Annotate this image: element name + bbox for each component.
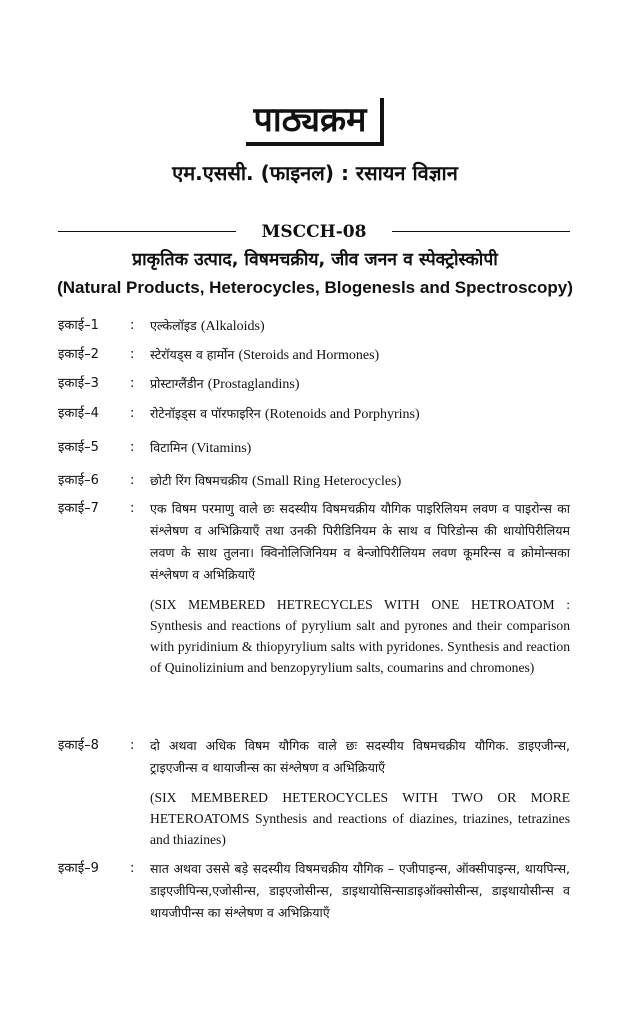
unit-separator: : — [130, 347, 135, 362]
unit-label: इकाई–8 — [58, 738, 99, 753]
unit-title-hindi: स्टेरॉयड्स व हार्मोन — [150, 347, 235, 362]
unit-description-hindi: एक विषम परमाणु वाले छः सदस्यीय विषमचक्रीय यौगिक पाइरिलियम लवण व पाइरोन्स का संश्लेषण व अभिक्रियाएँ तथा उनकी पिरीडिनियम के साथ व पिरिडोन्स की थायोपिरीलियम लवण के साथ तुलना। क्विनोलिजिनियम व बेन्जोपिरीलियम लवण कूमरिन्स व क्रोमोन्सका संश्लेषण व अभिक्रियाएँ — [150, 501, 570, 582]
unit-title-english: (Prostaglandins) — [207, 377, 300, 392]
unit-description-english: (SIX MEMBERED HETEROCYCLES WITH TWO OR MORE HETEROATOMS Synthesis and reactions of diazines, triazines, tetrazines and thiazines) — [150, 790, 570, 847]
divider-right — [392, 231, 570, 232]
page-title: पाठ्यक्रम — [246, 98, 385, 146]
unit-separator: : — [130, 406, 135, 421]
unit-separator: : — [130, 738, 135, 753]
unit-label: इकाई–3 — [58, 376, 99, 391]
unit-title-hindi: छोटी रिंग विषमचक्रीय — [150, 473, 248, 488]
unit-label: इकाई–5 — [58, 440, 99, 455]
unit-title-hindi: रोटेनॉइड्स व पॉरफाइरिन — [150, 406, 261, 421]
unit-description-hindi: दो अथवा अधिक विषम यौगिक वाले छः सदस्यीय विषमचक्रीय यौगिक. डाइएजीन्स, ट्राइएजीन्स व थायाजीन्स का संश्लेषण व अभिक्रियाएँ — [150, 738, 570, 775]
unit-label: इकाई–2 — [58, 347, 99, 362]
title-area — [0, 98, 630, 146]
unit-title-english: (Small Ring Heterocycles) — [251, 474, 402, 489]
unit-title-hindi: प्रोस्टाग्लैंडीन — [150, 376, 204, 391]
unit-description-hindi: सात अथवा उससे बड़े सदस्यीय विषमचक्रीय यौगिक – एजीपाइन्स, ऑक्सीपाइन्स, थायपिन्स, डाइएजीपिन्स,एजोसीन्स, डाइएजोसीन्स, डाइथायोसिन्साडाइऑक्सोसीन्स, डाइथायोसीन्स व थायजीपीन्स का संश्लेषण व अभिक्रियाएँ — [150, 861, 570, 920]
unit-label: इकाई–4 — [58, 406, 99, 421]
course-code: MSCCH-08 — [261, 222, 367, 242]
divider-left — [58, 231, 236, 232]
course-title-english: (Natural Products, Heterocycles, Blogenesls and Spectroscopy) — [57, 278, 573, 297]
course-code-row — [58, 220, 570, 244]
unit-title-english: (Alkaloids) — [200, 319, 265, 334]
unit-label: इकाई–9 — [58, 861, 99, 876]
unit-label: इकाई–7 — [58, 501, 99, 516]
unit-separator: : — [130, 376, 135, 391]
unit-title-english: (Rotenoids and Porphyrins) — [264, 407, 420, 422]
course-title-hindi: प्राकृतिक उत्पाद, विषमचक्रीय, जीव जनन व स्पेक्ट्रोस्कोपी — [132, 250, 498, 270]
unit-separator: : — [130, 861, 135, 876]
unit-title-hindi: एल्केलॉइड — [150, 318, 197, 333]
program-subtitle: एम.एससी. (फाइनल) : रसायन विज्ञान — [172, 161, 458, 185]
unit-separator: : — [130, 473, 135, 488]
unit-label: इकाई–6 — [58, 473, 99, 488]
unit-separator: : — [130, 318, 135, 333]
unit-description-english: (SIX MEMBERED HETRECYCLES WITH ONE HETROATOM : Synthesis and reactions of pyrylium salt and pyrones and their comparison with pyridinium & thiopyrylium salts with pyridones. Synthesis and reaction of Quinolizinium and benzopyrylium salts, coumarins and chromones) — [150, 597, 570, 675]
unit-label: इकाई–1 — [58, 318, 99, 333]
unit-title-english: (Vitamins) — [191, 441, 252, 456]
unit-title-hindi: विटामिन — [150, 440, 188, 455]
unit-title-english: (Steroids and Hormones) — [238, 348, 380, 363]
unit-separator: : — [130, 501, 135, 516]
unit-separator: : — [130, 440, 135, 455]
